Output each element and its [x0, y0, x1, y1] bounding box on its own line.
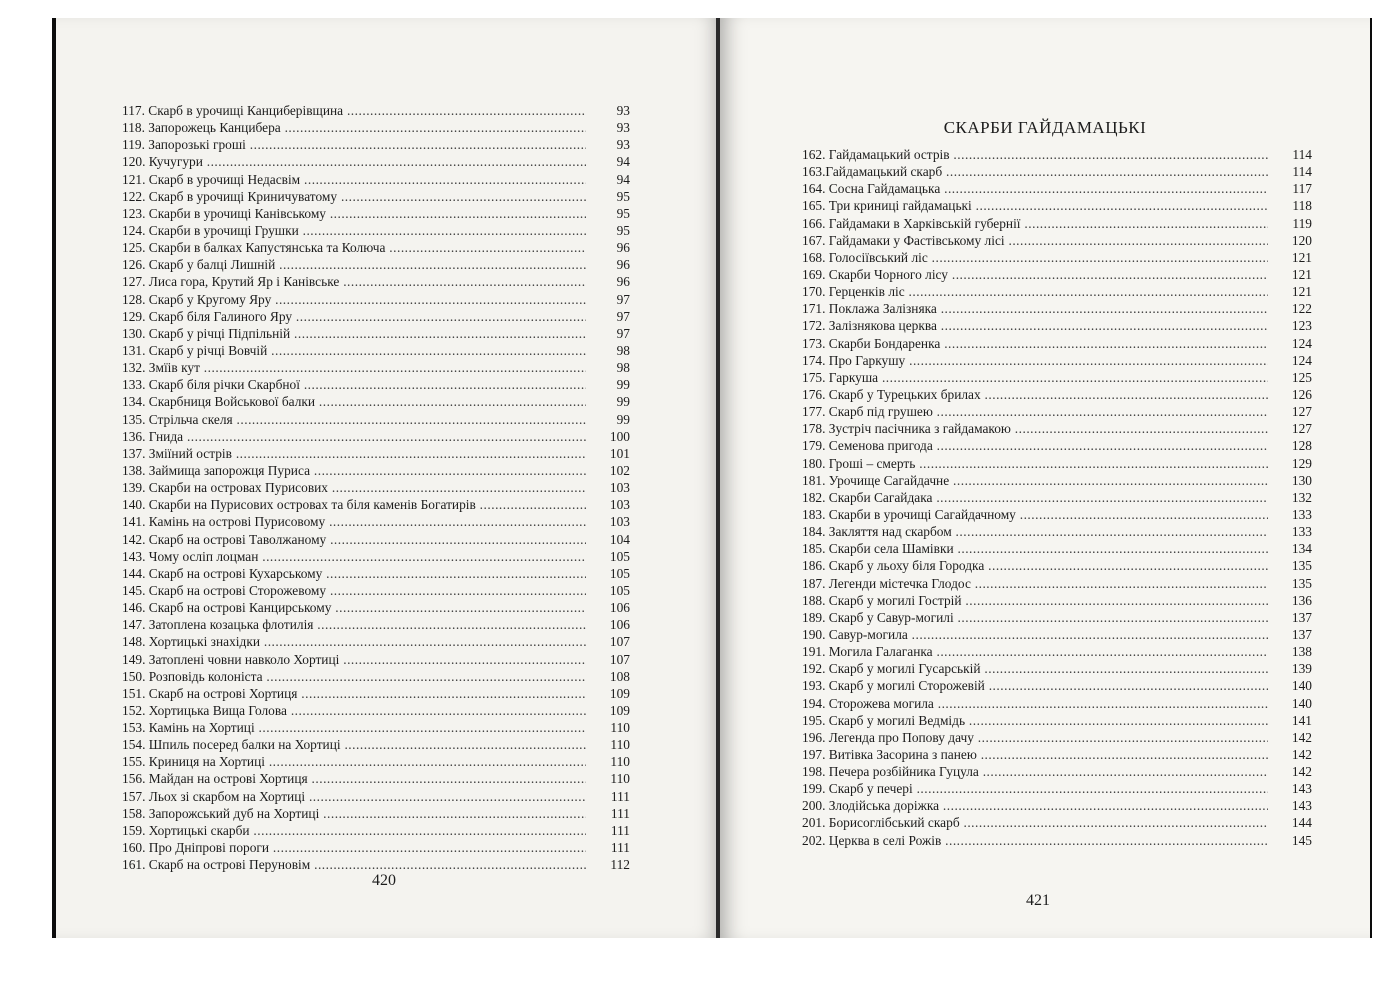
toc-entry-title: 174. Про Гаркушу .....: [802, 352, 1268, 369]
toc-entry-title: 187. Легенди містечка Глодос .....: [802, 575, 1268, 592]
toc-entry: [122, 788, 630, 805]
toc-entry-title: 193. Скарб у могилі Сторожевій .....: [802, 677, 1268, 694]
toc-entry-title: 188. Скарб у могилі Гострій .....: [802, 592, 1268, 609]
toc-entry-title: 132. Змїів кут .....: [122, 359, 586, 376]
toc-entry: [122, 462, 630, 479]
toc-entry: [122, 565, 630, 582]
toc-entry: [122, 376, 630, 393]
toc-entry: [122, 119, 630, 136]
toc-entry-page-number: 105: [609, 582, 630, 598]
toc-entry: [122, 513, 630, 530]
toc-entry-page-number: 107: [609, 651, 630, 667]
toc-entry-title: 160. Про Дніпрові пороги .....: [122, 839, 586, 856]
toc-entry-title: 140. Скарби на Пурисових островах та біля каменів Богатирів .....: [122, 496, 586, 513]
toc-entry-page-number: 104: [609, 531, 630, 547]
toc-entry: [122, 102, 630, 119]
toc-entry-page-number: 144: [1291, 815, 1312, 831]
toc-entry-title: 123. Скарби в урочищі Канівському .....: [122, 205, 586, 222]
toc-entry-title: 162. Гайдамацький острів .....: [802, 146, 1268, 163]
toc-entry-title: 126. Скарб у балці Лишній .....: [122, 256, 586, 273]
toc-entry-page-number: 111: [610, 840, 630, 856]
toc-entry-page-number: 94: [616, 171, 630, 187]
toc-entry-page-number: 142: [1291, 764, 1312, 780]
toc-entry: [802, 832, 1312, 849]
toc-entry-title: 163.Гайдамацький скарб .....: [802, 163, 1268, 180]
toc-entry-page-number: 134: [1291, 541, 1312, 557]
toc-entry-page-number: 111: [610, 822, 630, 838]
toc-entry-page-number: 120: [1291, 232, 1312, 248]
toc-entry-title: 119. Запорозькі гроші .....: [122, 136, 586, 153]
toc-entry-title: 127. Лиса гора, Крутий Яр і Канівське .....: [122, 273, 586, 290]
toc-entry-title: 124. Скарби в урочищі Грушки .....: [122, 222, 586, 239]
left-table-of-contents: [122, 102, 630, 873]
toc-entry-title: 152. Хортицька Вища Голова .....: [122, 702, 586, 719]
toc-entry-page-number: 130: [1291, 472, 1312, 488]
toc-entry-page-number: 110: [610, 720, 630, 736]
toc-entry-title: 196. Легенда про Попову дачу .....: [802, 729, 1268, 746]
toc-entry-page-number: 102: [609, 462, 630, 478]
toc-entry: [802, 506, 1312, 523]
toc-entry-page-number: 110: [610, 754, 630, 770]
toc-entry-title: 183. Скарби в урочищі Сагайдачному .....: [802, 506, 1268, 523]
toc-entry-title: 125. Скарби в балках Капустянська та Колюча .....: [122, 239, 586, 256]
toc-entry: [122, 445, 630, 462]
toc-entry-page-number: 98: [616, 360, 630, 376]
toc-entry: [122, 239, 630, 256]
toc-entry: [122, 256, 630, 273]
toc-entry-title: 199. Скарб у печері .....: [802, 780, 1268, 797]
toc-entry-title: 173. Скарби Бондаренка .....: [802, 335, 1268, 352]
toc-entry: [802, 575, 1312, 592]
toc-entry: [802, 712, 1312, 729]
toc-entry: [802, 455, 1312, 472]
toc-entry: [802, 780, 1312, 797]
toc-entry-page-number: 98: [616, 342, 630, 358]
section-heading: СКАРБИ ГАЙДАМАЦЬКІ: [943, 118, 1147, 137]
toc-entry: [122, 685, 630, 702]
toc-entry: [802, 540, 1312, 557]
toc-entry-page-number: 137: [1291, 626, 1312, 642]
toc-entry: [802, 335, 1312, 352]
toc-entry-page-number: 103: [609, 480, 630, 496]
toc-entry: [802, 523, 1312, 540]
toc-entry-page-number: 103: [609, 497, 630, 513]
toc-entry-title: 149. Затоплені човни навколо Хортиці .....: [122, 651, 586, 668]
toc-entry: [122, 171, 630, 188]
toc-entry-title: 168. Голосіївський ліс .....: [802, 249, 1268, 266]
toc-entry: [122, 702, 630, 719]
toc-entry: [802, 249, 1312, 266]
toc-entry: [122, 188, 630, 205]
toc-entry: [122, 616, 630, 633]
toc-entry: [122, 770, 630, 787]
toc-entry: [802, 180, 1312, 197]
toc-entry-title: 165. Три криниці гайдамацькі .....: [802, 197, 1268, 214]
toc-entry-title: 129. Скарб біля Галиного Яру .....: [122, 308, 586, 325]
toc-entry: [802, 352, 1312, 369]
toc-entry: [122, 205, 630, 222]
toc-entry-title: 167. Гайдамаки у Фастівському лісі .....: [802, 232, 1268, 249]
toc-entry: [802, 677, 1312, 694]
right-page-number: 421: [1026, 892, 1050, 909]
toc-entry-title: 133. Скарб біля річки Скарбної .....: [122, 376, 586, 393]
toc-entry: [802, 163, 1312, 180]
toc-entry-title: 117. Скарб в урочищі Канциберівщина .....: [122, 102, 586, 119]
toc-entry-page-number: 133: [1291, 506, 1312, 522]
toc-entry-title: 172. Залізнякова церква .....: [802, 317, 1268, 334]
toc-entry: [122, 548, 630, 565]
toc-entry-title: 184. Закляття над скарбом .....: [802, 523, 1268, 540]
toc-entry-page-number: 135: [1291, 558, 1312, 574]
toc-entry: [802, 609, 1312, 626]
toc-entry-page-number: 121: [1291, 249, 1312, 265]
toc-entry: [802, 437, 1312, 454]
toc-entry: [802, 317, 1312, 334]
toc-entry-page-number: 142: [1291, 746, 1312, 762]
book-spread: [52, 18, 1372, 938]
toc-entry-title: 143. Чому осліп лоцман .....: [122, 548, 586, 565]
toc-entry: [122, 136, 630, 153]
toc-entry: [122, 393, 630, 410]
toc-entry: [802, 266, 1312, 283]
toc-entry-page-number: 106: [609, 617, 630, 633]
toc-entry-page-number: 141: [1291, 712, 1312, 728]
toc-entry: [122, 856, 630, 873]
left-page-number: 420: [372, 872, 396, 889]
toc-entry-title: 181. Урочище Сагайдачне .....: [802, 472, 1268, 489]
toc-entry-title: 161. Скарб на острові Перуновім .....: [122, 856, 586, 873]
toc-entry: [802, 763, 1312, 780]
toc-entry-title: 148. Хортицькі знахідки .....: [122, 633, 586, 650]
toc-entry-title: 186. Скарб у льоху біля Городка .....: [802, 557, 1268, 574]
toc-entry: [122, 428, 630, 445]
toc-entry-title: 191. Могила Галаганка .....: [802, 643, 1268, 660]
toc-entry: [802, 420, 1312, 437]
toc-entry-title: 138. Займища запорожця Пуриса .....: [122, 462, 586, 479]
toc-entry: [802, 592, 1312, 609]
toc-entry-title: 120. Кучугури .....: [122, 153, 586, 170]
toc-entry-title: 154. Шпиль посеред балки на Хортиці .....: [122, 736, 586, 753]
toc-entry: [802, 746, 1312, 763]
toc-entry-page-number: 126: [1291, 386, 1312, 402]
toc-entry: [802, 197, 1312, 214]
toc-entry-title: 197. Витівка Засорина з панею .....: [802, 746, 1268, 763]
toc-entry-page-number: 140: [1291, 678, 1312, 694]
toc-entry-title: 190. Савур-могила .....: [802, 626, 1268, 643]
toc-entry-title: 171. Поклажа Залізняка .....: [802, 300, 1268, 317]
toc-entry-page-number: 112: [610, 857, 630, 873]
toc-entry: [122, 325, 630, 342]
toc-entry-title: 159. Хортицькі скарби .....: [122, 822, 586, 839]
toc-entry-title: 175. Гаркуша .....: [802, 369, 1268, 386]
toc-entry-page-number: 128: [1291, 438, 1312, 454]
toc-entry: [802, 472, 1312, 489]
toc-entry: [122, 479, 630, 496]
toc-entry-title: 130. Скарб у річці Підпільній .....: [122, 325, 586, 342]
toc-entry: [802, 369, 1312, 386]
toc-entry: [122, 308, 630, 325]
toc-entry-title: 180. Гроші – смерть .....: [802, 455, 1268, 472]
toc-entry-page-number: 95: [616, 222, 630, 238]
toc-entry-page-number: 132: [1291, 489, 1312, 505]
toc-entry: [122, 839, 630, 856]
toc-entry-page-number: 108: [609, 668, 630, 684]
toc-entry-page-number: 97: [616, 325, 630, 341]
toc-entry-page-number: 133: [1291, 524, 1312, 540]
toc-entry-page-number: 103: [609, 514, 630, 530]
toc-entry: [802, 386, 1312, 403]
toc-entry: [802, 643, 1312, 660]
left-page: [56, 18, 722, 938]
toc-entry-title: 201. Борисоглібський скарб .....: [802, 814, 1268, 831]
toc-entry: [802, 215, 1312, 232]
toc-entry: [122, 342, 630, 359]
toc-entry-title: 178. Зустріч пасічника з гайдамакою .....: [802, 420, 1268, 437]
toc-entry-page-number: 122: [1291, 301, 1312, 317]
toc-entry: [802, 797, 1312, 814]
toc-entry-page-number: 96: [616, 257, 630, 273]
toc-entry-title: 144. Скарб на острові Кухарському .....: [122, 565, 586, 582]
toc-entry-page-number: 124: [1291, 335, 1312, 351]
toc-entry-page-number: 105: [609, 548, 630, 564]
toc-entry-page-number: 145: [1291, 832, 1312, 848]
toc-entry: [122, 633, 630, 650]
toc-entry-title: 151. Скарб на острові Хортиця .....: [122, 685, 586, 702]
toc-entry-title: 141. Камінь на острові Пурисовому .....: [122, 513, 586, 530]
toc-entry-title: 157. Льох зі скарбом на Хортиці .....: [122, 788, 586, 805]
toc-entry-page-number: 117: [1292, 181, 1312, 197]
toc-entry-title: 185. Скарби села Шамівки .....: [802, 540, 1268, 557]
toc-entry-title: 179. Семенова пригода .....: [802, 437, 1268, 454]
toc-entry-title: 194. Сторожева могила .....: [802, 695, 1268, 712]
toc-entry-title: 131. Скарб у річці Вовчій .....: [122, 342, 586, 359]
toc-entry-title: 135. Стрільча скеля .....: [122, 411, 586, 428]
toc-entry-title: 145. Скарб на острові Сторожевому .....: [122, 582, 586, 599]
toc-entry: [122, 411, 630, 428]
toc-entry-title: 170. Герценків ліс .....: [802, 283, 1268, 300]
toc-entry-page-number: 109: [609, 702, 630, 718]
toc-entry-page-number: 135: [1291, 575, 1312, 591]
toc-entry-page-number: 124: [1291, 352, 1312, 368]
toc-entry-title: 150. Розповідь колоніста .....: [122, 668, 586, 685]
toc-entry-title: 176. Скарб у Турецьких брилах .....: [802, 386, 1268, 403]
toc-entry-title: 177. Скарб під грушею .....: [802, 403, 1268, 420]
toc-entry: [802, 695, 1312, 712]
toc-entry-page-number: 121: [1291, 266, 1312, 282]
toc-entry: [802, 557, 1312, 574]
toc-entry-title: 147. Затоплена козацька флотилія .....: [122, 616, 586, 633]
toc-entry-page-number: 99: [616, 377, 630, 393]
toc-entry-page-number: 97: [616, 308, 630, 324]
toc-entry-page-number: 97: [616, 291, 630, 307]
toc-entry-page-number: 94: [616, 154, 630, 170]
toc-entry-title: 139. Скарби на островах Пурисових .....: [122, 479, 586, 496]
toc-entry-title: 195. Скарб у могилі Ведмідь .....: [802, 712, 1268, 729]
toc-entry-page-number: 107: [609, 634, 630, 650]
toc-entry-title: 136. Гнида .....: [122, 428, 586, 445]
toc-entry-page-number: 101: [609, 445, 630, 461]
toc-entry-title: 137. Зміїний острів .....: [122, 445, 586, 462]
toc-entry-title: 128. Скарб у Кругому Яру .....: [122, 291, 586, 308]
toc-entry-page-number: 142: [1291, 729, 1312, 745]
toc-entry-page-number: 111: [610, 788, 630, 804]
toc-entry-page-number: 127: [1291, 421, 1312, 437]
toc-entry-page-number: 123: [1291, 318, 1312, 334]
right-table-of-contents: [802, 146, 1312, 849]
toc-entry: [122, 822, 630, 839]
toc-entry: [122, 273, 630, 290]
toc-entry: [802, 146, 1312, 163]
right-page: [720, 18, 1370, 938]
toc-entry: [122, 736, 630, 753]
toc-entry: [122, 222, 630, 239]
toc-entry-title: 153. Камінь на Хортиці .....: [122, 719, 586, 736]
toc-entry: [122, 668, 630, 685]
toc-entry-title: 164. Сосна Гайдамацька .....: [802, 180, 1268, 197]
toc-entry-page-number: 99: [616, 394, 630, 410]
toc-entry: [122, 651, 630, 668]
toc-entry: [122, 582, 630, 599]
toc-entry-title: 121. Скарб в урочищі Недасвім .....: [122, 171, 586, 188]
toc-entry: [802, 403, 1312, 420]
toc-entry-page-number: 125: [1291, 369, 1312, 385]
toc-entry-page-number: 95: [616, 188, 630, 204]
toc-entry-page-number: 106: [609, 600, 630, 616]
toc-entry-page-number: 127: [1291, 404, 1312, 420]
toc-entry-page-number: 105: [609, 565, 630, 581]
toc-entry: [802, 489, 1312, 506]
toc-entry: [122, 719, 630, 736]
toc-entry-page-number: 136: [1291, 592, 1312, 608]
toc-entry: [802, 660, 1312, 677]
toc-entry-page-number: 110: [610, 771, 630, 787]
toc-entry-page-number: 143: [1291, 798, 1312, 814]
toc-entry-page-number: 93: [616, 137, 630, 153]
toc-entry-title: 156. Майдан на острові Хортиця .....: [122, 770, 586, 787]
toc-entry: [122, 359, 630, 376]
toc-entry-title: 166. Гайдамаки в Харківській губернії .....: [802, 215, 1268, 232]
toc-entry-title: 118. Запорожець Канцибера .....: [122, 119, 586, 136]
toc-entry-title: 142. Скарб на острові Таволжаному .....: [122, 531, 586, 548]
toc-entry: [122, 599, 630, 616]
toc-entry: [122, 531, 630, 548]
toc-entry-title: 198. Печера розбійника Гуцула .....: [802, 763, 1268, 780]
toc-entry-page-number: 96: [616, 240, 630, 256]
toc-entry-page-number: 137: [1291, 609, 1312, 625]
toc-entry: [802, 626, 1312, 643]
toc-entry-page-number: 139: [1291, 661, 1312, 677]
toc-entry-page-number: 140: [1291, 695, 1312, 711]
toc-entry: [122, 805, 630, 822]
toc-entry-title: 182. Скарби Сагайдака .....: [802, 489, 1268, 506]
toc-entry-title: 189. Скарб у Савур-могилі .....: [802, 609, 1268, 626]
toc-entry: [122, 291, 630, 308]
toc-entry-page-number: 110: [610, 737, 630, 753]
toc-entry-page-number: 114: [1292, 164, 1312, 180]
toc-entry-title: 134. Скарбниця Войськової балки .....: [122, 393, 586, 410]
toc-entry: [122, 153, 630, 170]
toc-entry: [122, 753, 630, 770]
toc-entry-page-number: 121: [1291, 284, 1312, 300]
toc-entry-page-number: 119: [1292, 215, 1312, 231]
toc-entry-page-number: 93: [616, 103, 630, 118]
toc-entry: [802, 300, 1312, 317]
toc-entry-title: 155. Криниця на Хортиці .....: [122, 753, 586, 770]
toc-entry-page-number: 95: [616, 205, 630, 221]
toc-entry-title: 192. Скарб у могилі Гусарській .....: [802, 660, 1268, 677]
toc-entry-page-number: 109: [609, 685, 630, 701]
toc-entry-title: 202. Церква в селі Рожів .....: [802, 832, 1268, 849]
toc-entry-title: 169. Скарби Чорного лісу .....: [802, 266, 1268, 283]
toc-entry-page-number: 96: [616, 274, 630, 290]
toc-entry-page-number: 143: [1291, 781, 1312, 797]
toc-entry: [802, 814, 1312, 831]
toc-entry-title: 146. Скарб на острові Канцирському .....: [122, 599, 586, 616]
toc-entry-title: 200. Злодійська доріжка .....: [802, 797, 1268, 814]
toc-entry-page-number: 111: [610, 805, 630, 821]
toc-entry-title: 158. Запорожський дуб на Хортиці .....: [122, 805, 586, 822]
toc-entry-page-number: 93: [616, 120, 630, 136]
toc-entry-page-number: 99: [616, 411, 630, 427]
toc-entry-page-number: 129: [1291, 455, 1312, 471]
toc-entry-page-number: 138: [1291, 644, 1312, 660]
toc-entry-page-number: 100: [609, 428, 630, 444]
toc-entry: [802, 283, 1312, 300]
toc-entry: [122, 496, 630, 513]
toc-entry: [802, 232, 1312, 249]
toc-entry: [802, 729, 1312, 746]
toc-entry-page-number: 118: [1292, 198, 1312, 214]
toc-entry-title: 122. Скарб в урочищі Криничуватому .....: [122, 188, 586, 205]
toc-entry-page-number: 114: [1292, 147, 1312, 162]
